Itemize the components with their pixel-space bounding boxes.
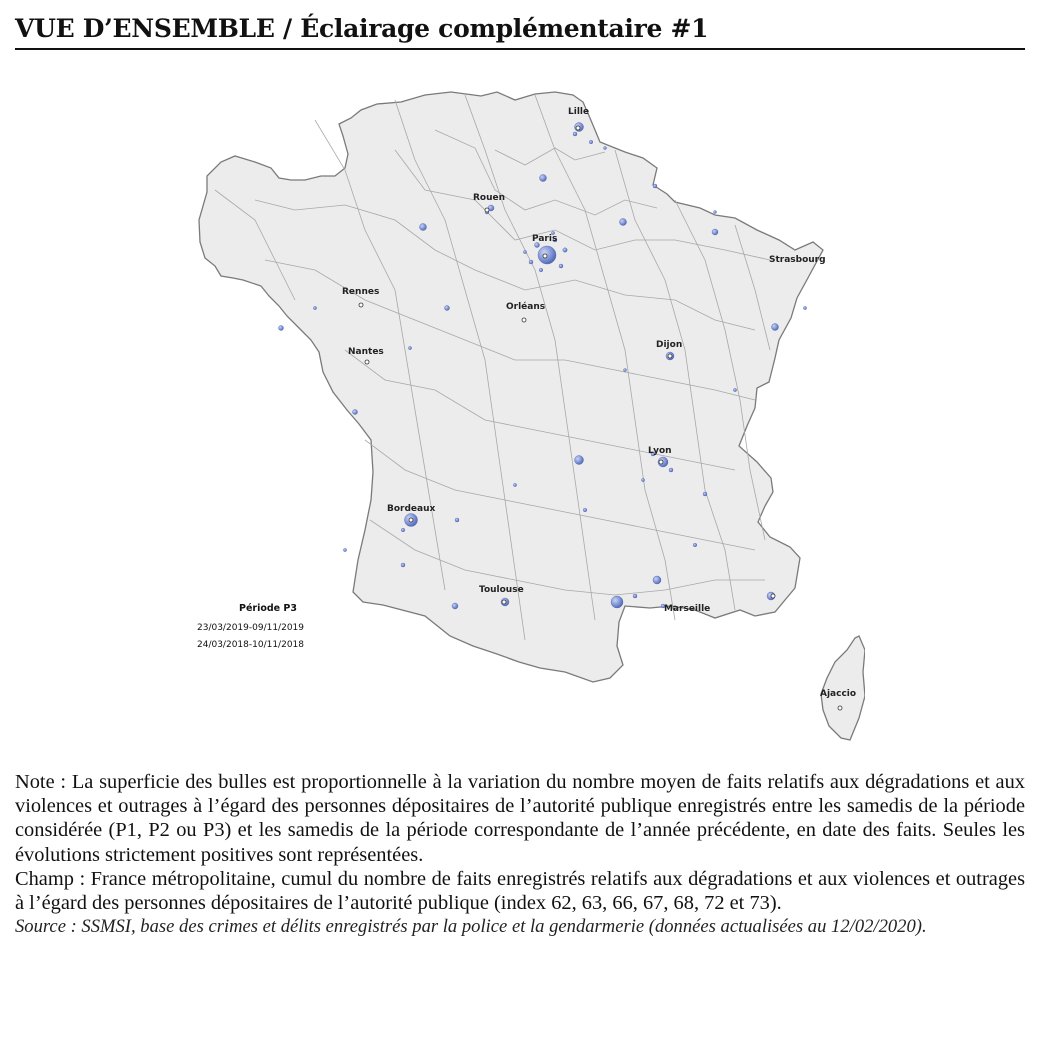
city-label-toulouse: Toulouse xyxy=(479,585,524,595)
city-label-rennes: Rennes xyxy=(342,287,380,297)
city-label-nantes: Nantes xyxy=(348,347,384,357)
corsica xyxy=(821,636,865,740)
notes-block xyxy=(15,770,1025,939)
city-label-bordeaux: Bordeaux xyxy=(387,504,436,514)
legend-title: Période P3 xyxy=(239,603,297,614)
city-label-rouen: Rouen xyxy=(473,193,506,203)
france-bubble-map xyxy=(195,90,865,755)
city-label-marseille: Marseille xyxy=(664,604,711,614)
legend-period-current: 23/03/2019-09/11/2019 xyxy=(197,623,304,633)
city-label-lille: Lille xyxy=(568,107,590,117)
city-label-lyon: Lyon xyxy=(648,446,672,456)
city-label-orleans: Orléans xyxy=(506,302,546,312)
legend-period-previous: 24/03/2018-10/11/2018 xyxy=(197,640,304,650)
city-label-ajaccio: Ajaccio xyxy=(820,689,857,699)
city-label-paris: Paris xyxy=(532,234,558,244)
source-text: Source : SSMSI, base des crimes et délits enregistrés par la police et la gendarmerie (données actualisées au 12/02/2020). xyxy=(15,916,927,938)
city-label-dijon: Dijon xyxy=(656,340,683,350)
champ-text: Champ : France métropolitaine, cumul du nombre de faits enregistrés relatifs aux dégradations et aux violences et outrages à l’égard des personnes dépositaires de l’autorité publique (index 62, 63, 66, 67, 68, 72 et 73). xyxy=(15,867,1025,915)
page-title: VUE D’ENSEMBLE / Éclairage complémentaire #1 xyxy=(15,12,1025,50)
note-text: Note : La superficie des bulles est proportionnelle à la variation du nombre moyen de faits relatifs aux dégradations et aux violences et outrages à l’égard des personnes dépositaires de l’autorité publique enregistrés entre les samedis de la période considérée (P1, P2 ou P3) et les samedis de la période correspondante de l’année précédente, en date des faits. Seules les évolutions strictement positives sont représentées. xyxy=(15,771,1025,866)
city-label-strasbourg: Strasbourg xyxy=(769,255,826,265)
